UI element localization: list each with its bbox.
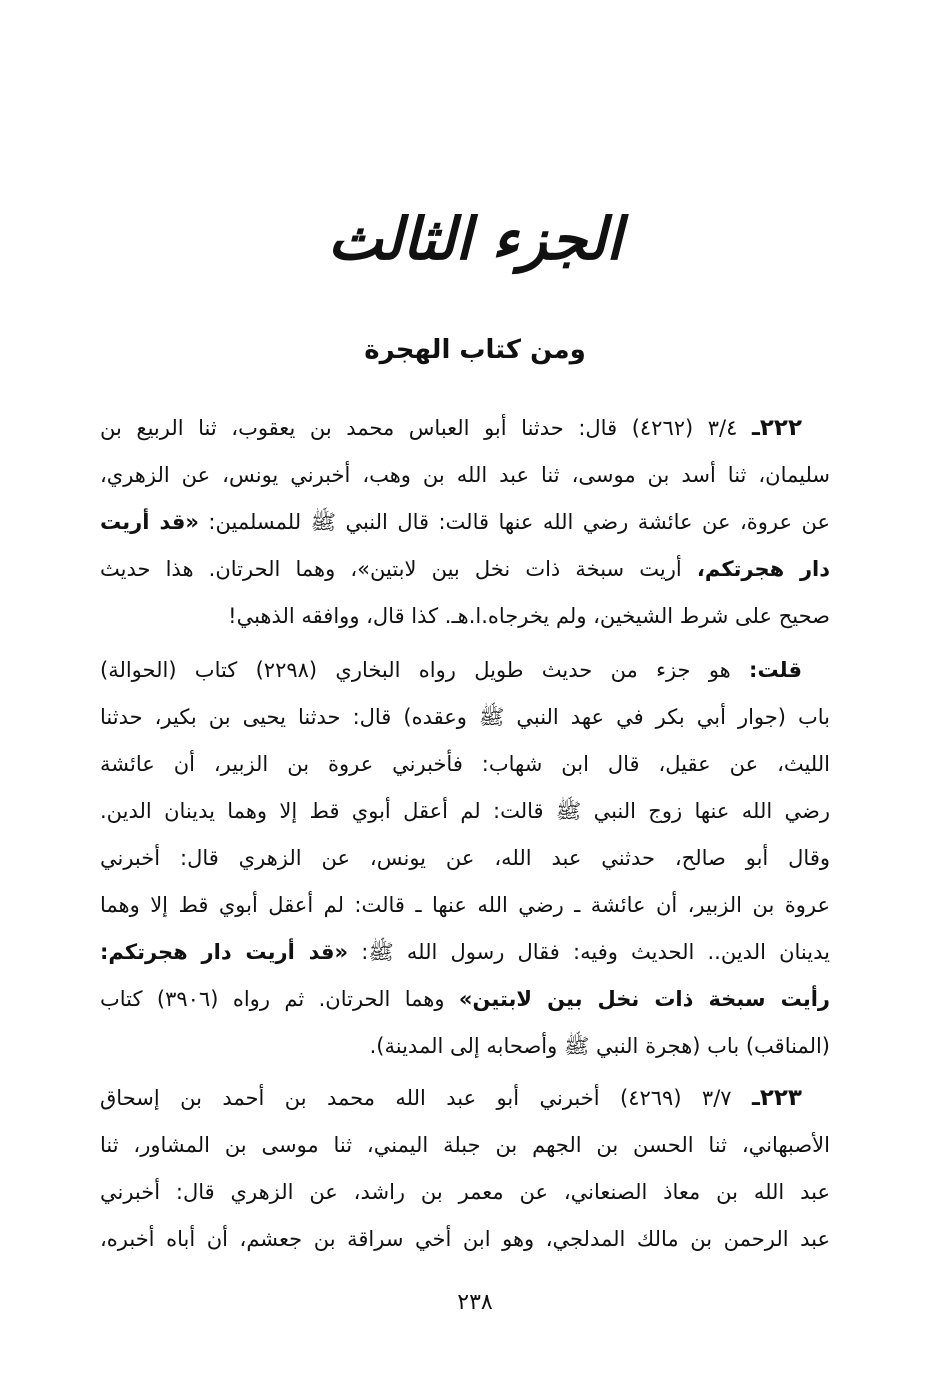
hadith-number: ٢٢٢ـ	[752, 415, 802, 441]
quote: «قد أريت دار هجرتكم:	[100, 940, 349, 964]
note-line-4: رضي الله عنها زوج النبي ﷺ قالت: لم أعقل أبوي قط إلا وهما يدينان الدين.	[100, 799, 830, 823]
note-line-1: قلت: هو جزء من حديث طويل رواه البخاري (٢٢٩٨) كتاب (الحوالة)	[100, 658, 802, 682]
hadith-ref: ٣/٤ (٤٢٦٢)	[631, 416, 738, 440]
hadith-222-line-1: ٢٢٢ـ ٣/٤ (٤٢٦٢) قال: حدثنا أبو العباس محمد بن يعقوب، ثنا الربيع بن	[100, 415, 802, 441]
hadith-number: ٢٢٣ـ	[751, 1085, 802, 1111]
quote: «قد أريت	[100, 510, 199, 534]
hadith-222-line-3: عن عروة، عن عائشة رضي الله عنها قالت: قال النبي ﷺ للمسلمين: «قد أريت	[100, 510, 830, 534]
hadith-223	[100, 1075, 830, 1263]
page-number: ٢٣٨	[457, 1290, 493, 1315]
note-line-8: رأيت سبخة ذات نخل بين لابتين» وهما الحرتان. ثم رواه (٣٩٠٦) كتاب	[100, 987, 830, 1011]
hadith-ref: ٣/٧ (٤٢٦٩)	[619, 1086, 732, 1110]
quote: دار هجرتكم،	[696, 557, 830, 581]
section-title: ومن كتاب الهجرة	[364, 335, 586, 365]
note-paragraph	[100, 647, 830, 1070]
note-line-5: وقال أبو صالح، حدثني عبد الله، عن يونس، عن الزهري قال: أخبرني	[100, 846, 830, 870]
hadith-222-line-2: سليمان، ثنا أسد بن موسى، ثنا عبد الله بن وهب، أخبرني يونس، عن الزهري،	[100, 463, 830, 487]
quote: رأيت سبخة ذات نخل بين لابتين»	[458, 987, 830, 1011]
hadith-223-line-2: الأصبهاني، ثنا الحسن بن الجهم بن جبلة اليمني، ثنا موسى بن المشاور، ثنا	[100, 1133, 830, 1157]
note-line-6: عروة بن الزبير، أن عائشة ـ رضي الله عنها ـ قالت: لم أعقل أبوي قط إلا وهما	[100, 893, 830, 917]
hadith-222-line-5: صحيح على شرط الشيخين، ولم يخرجاه.ا.هـ. كذا قال، ووافقه الذهبي!	[228, 604, 830, 628]
note-line-3: الليث، عن عقيل، قال ابن شهاب: فأخبرني عروة بن الزبير، أن عائشة	[100, 752, 830, 776]
note-label: قلت:	[749, 658, 802, 682]
note-line-9: (المناقب) باب (هجرة النبي ﷺ وأصحابه إلى المدينة).	[369, 1034, 830, 1058]
hadith-223-line-3: عبد الله بن معاذ الصنعاني، عن معمر بن راشد، عن الزهري قال: أخبرني	[100, 1180, 830, 1204]
hadith-222	[100, 405, 830, 640]
hadith-222-line-4: دار هجرتكم، أريت سبخة ذات نخل بين لابتين»، وهما الحرتان. هذا حديث	[100, 557, 830, 581]
hadith-223-line-4: عبد الرحمن بن مالك المدلجي، وهو ابن أخي سراقة بن جعشم، أن أباه أخبره،	[100, 1227, 830, 1251]
note-line-7: يدينان الدين.. الحديث وفيه: فقال رسول الله ﷺ: «قد أريت دار هجرتكم:	[100, 940, 830, 964]
note-line-2: باب (جوار أبي بكر في عهد النبي ﷺ وعقده) قال: حدثنا يحيى بن بكير، حدثنا	[100, 705, 830, 729]
hadith-223-line-1: ٢٢٣ـ ٣/٧ (٤٢٦٩) أخبرني أبو عبد الله محمد بن أحمد بن إسحاق	[100, 1085, 802, 1111]
part-title: الجزء الثالث	[327, 205, 623, 273]
